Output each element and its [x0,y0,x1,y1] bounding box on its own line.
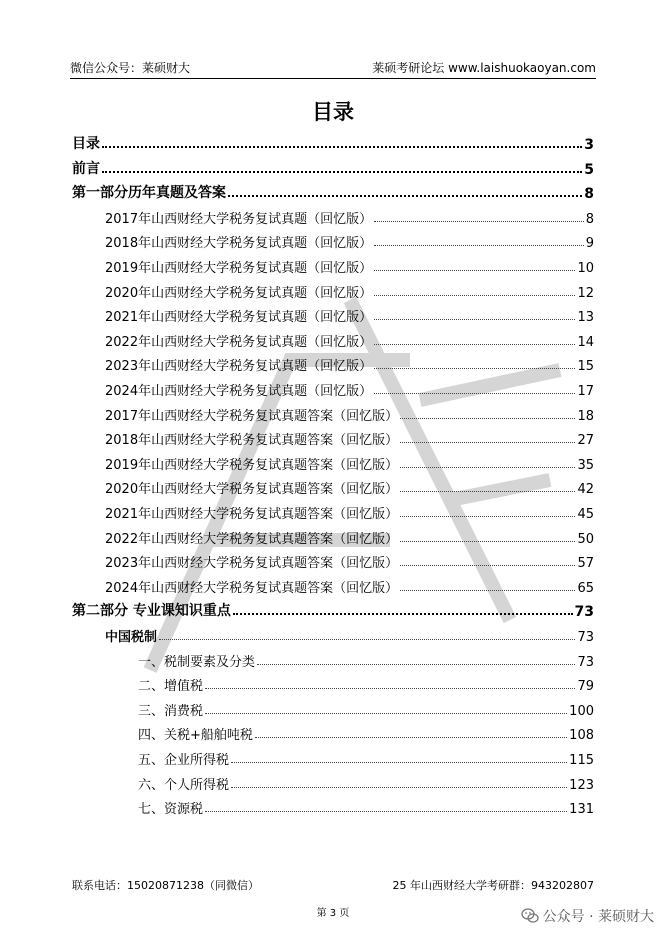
toc-leader-dots [228,195,582,197]
toc-entry-label: 七、资源税 [138,802,204,818]
toc-entry-page: 3 [584,137,594,153]
toc-entry[interactable] [72,402,594,424]
toc-entry[interactable] [72,279,594,301]
footer-contact: 联系电话：15020871238（同微信） [72,879,259,892]
toc-entry-label: 2019年山西财经大学税务复试真题（回忆版） [105,261,373,276]
toc-entry[interactable] [72,574,594,596]
toc-entry[interactable] [72,475,594,497]
toc-leader-dots [257,664,575,665]
toc-leader-dots [231,787,567,788]
toc-leader-dots [102,146,582,148]
toc-entry-page: 9 [585,236,594,252]
toc-leader-dots [400,590,575,591]
toc-entry-label: 2017年山西财经大学税务复试真题答案（回忆版） [105,408,399,424]
footer-group: 25 年山西财经大学考研群：943202807 [392,879,594,892]
toc-entry-label: 2022年山西财经大学税务复试真题（回忆版） [105,334,373,350]
toc-entry-label: 2020年山西财经大学税务复试真题答案（回忆版） [105,482,399,498]
toc-entry-label: 二、增值税 [138,679,204,695]
toc-entry-label: 六、个人所得税 [138,777,230,793]
toc-entry-label: 目录 [72,136,100,152]
page-header [70,58,596,79]
toc-entry-page: 50 [577,531,594,547]
toc-leader-dots [374,245,584,246]
toc-leader-dots [205,713,567,714]
toc-entry-page: 73 [574,604,594,621]
toc-leader-dots [205,811,567,812]
toc-leader-dots [159,639,575,640]
toc-entry[interactable] [72,549,594,571]
toc-leader-dots [400,442,575,443]
toc-entry-page: 8 [585,211,594,227]
toc-entry-label: 2021年山西财经大学税务复试真题（回忆版） [105,310,373,326]
toc-entry[interactable] [72,352,594,374]
toc-leader-dots [233,613,573,615]
toc-entry-page: 17 [577,384,594,399]
toc-leader-dots [374,368,575,369]
toc-entry-page: 13 [577,310,594,326]
toc-entry[interactable] [72,426,594,448]
header-right-text: 莱硕考研论坛 www.laishuokaoyan.com [372,61,596,75]
toc-leader-dots [400,467,575,468]
toc-entry[interactable] [72,746,594,768]
toc-entry[interactable] [72,771,594,793]
toc-entry-page: 42 [577,482,594,498]
toc-entry-label: 2017年山西财经大学税务复试真题（回忆版） [105,211,373,227]
toc-entry-page: 57 [577,556,594,572]
toc-entry-page: 45 [577,507,594,522]
toc-entry[interactable] [72,525,594,547]
toc-entry-label: 2021年山西财经大学税务复试真题答案（回忆版） [105,507,399,522]
toc-entry-page: 18 [577,408,594,424]
toc-entry[interactable] [72,328,594,350]
toc-entry-label: 2023年山西财经大学税务复试真题（回忆版） [105,359,373,375]
toc-entry-page: 131 [569,802,594,818]
toc-entry[interactable] [72,451,594,473]
toc-entry[interactable] [72,205,594,227]
toc-entry-page: 73 [577,630,594,645]
toc-entry[interactable] [72,229,594,251]
toc-entry-page: 14 [577,334,594,350]
toc-leader-dots [374,270,575,271]
toc-entry-label: 第二部分 专业课知识重点 [72,603,231,620]
toc-entry-label: 2023年山西财经大学税务复试真题答案（回忆版） [105,556,399,572]
toc-entry[interactable] [72,156,594,178]
toc-leader-dots [231,762,567,763]
toc-entry-label: 前言 [72,160,100,177]
toc-entry-label: 一、税制要素及分类 [138,654,256,670]
toc-leader-dots [400,491,575,492]
toc-entry[interactable] [72,721,594,743]
toc-entry[interactable] [72,697,594,719]
toc-entry-label: 2018年山西财经大学税务复试真题答案（回忆版） [105,433,399,449]
toc-leader-dots [400,418,575,419]
toc-entry-label: 第一部分历年真题及答案 [72,185,226,202]
toc-entry-page: 12 [577,285,594,301]
toc-entry-label: 三、消费税 [138,703,204,719]
toc-entry[interactable] [72,623,594,645]
toc-entry-page: 10 [577,261,594,276]
toc-entry-label: 中国税制 [105,630,158,645]
page-number: 第 3 页 [316,908,350,919]
toc-entry[interactable] [72,303,594,325]
toc-entry-page: 100 [569,703,594,719]
toc-leader-dots [374,221,584,222]
toc-entry-page: 123 [569,777,594,793]
toc-leader-dots [102,171,582,173]
toc-entry-label: 2024年山西财经大学税务复试真题（回忆版） [105,384,373,399]
toc-entry-page: 8 [584,186,594,203]
toc-entry[interactable] [72,648,594,670]
toc-entry[interactable] [72,131,594,153]
toc-leader-dots [374,393,575,394]
brand-badge [521,906,654,926]
header-left-text: 微信公众号：莱硕财大 [70,61,191,75]
toc-leader-dots [400,565,575,566]
toc-entry-page: 35 [577,457,594,473]
toc-entry-page: 15 [577,359,594,375]
wechat-icon [521,908,539,924]
toc-leader-dots [255,737,567,738]
toc-entry-label: 四、关税+船舶吨税 [138,728,253,744]
toc-entry[interactable] [72,672,594,694]
page-title: 目录 [312,100,354,124]
toc-entry[interactable] [72,500,594,522]
toc-entry-page: 79 [577,679,594,695]
toc-leader-dots [205,688,575,689]
toc-entry-label: 2020年山西财经大学税务复试真题（回忆版） [105,285,373,301]
toc-entry[interactable] [72,598,594,620]
toc-leader-dots [374,295,575,296]
toc-entry-page: 65 [577,580,594,596]
toc-entry-label: 2019年山西财经大学税务复试真题答案（回忆版） [105,457,399,473]
toc-entry-label: 2024年山西财经大学税务复试真题答案（回忆版） [105,580,399,596]
toc-entry[interactable] [72,795,594,817]
toc-leader-dots [400,541,575,542]
toc-leader-dots [400,516,575,517]
toc-entry[interactable] [72,180,594,202]
toc-entry-page: 5 [584,161,594,178]
toc-entry-page: 27 [577,433,594,449]
toc-leader-dots [374,319,575,320]
toc-entry[interactable] [72,377,594,399]
page-footer [72,877,594,893]
brand-text: 公众号 · 莱硕财大 [542,909,654,925]
toc-entry-label: 2018年山西财经大学税务复试真题（回忆版） [105,236,373,252]
toc-entry-page: 115 [569,753,594,768]
toc-entry-label: 五、企业所得税 [138,753,230,768]
toc-entry-page: 73 [577,654,594,670]
toc-entry-page: 108 [569,728,594,744]
toc-leader-dots [374,344,575,345]
toc-entry[interactable] [72,254,594,276]
toc-entry-label: 2022年山西财经大学税务复试真题答案（回忆版） [105,531,399,547]
